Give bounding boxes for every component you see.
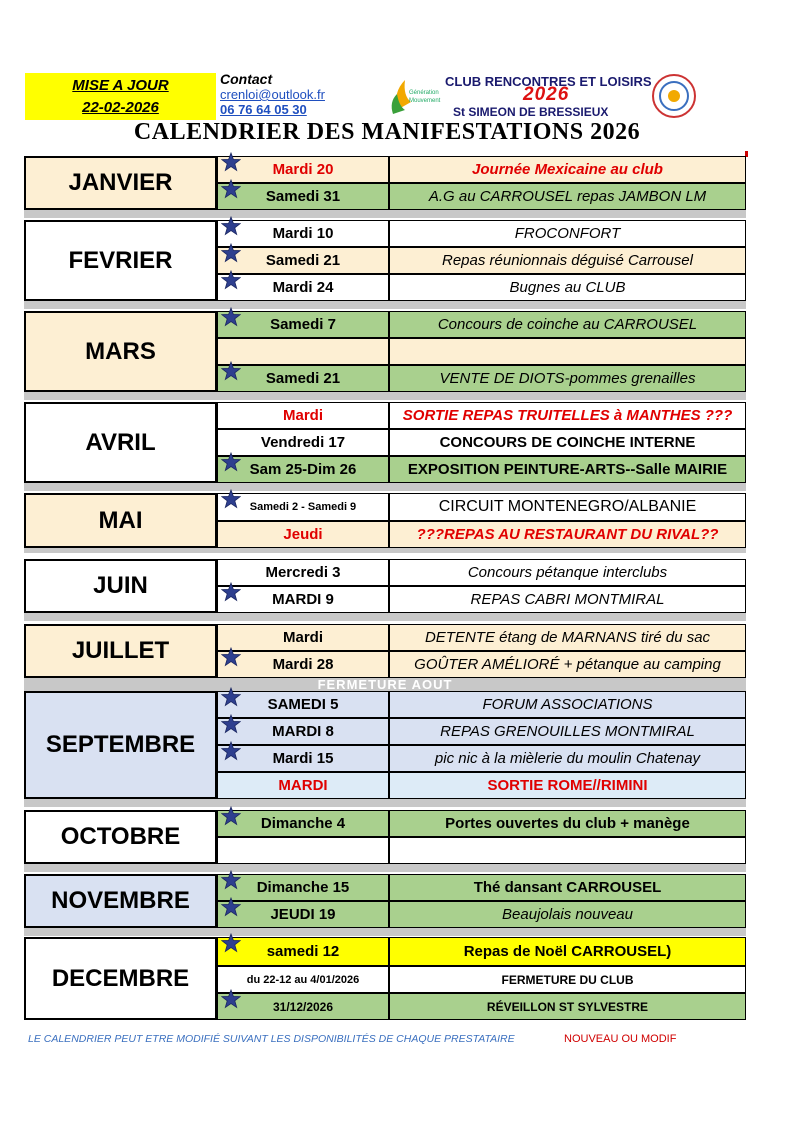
svg-text:Mouvement: Mouvement [409,98,441,104]
event-date: samedi 12 [217,937,389,966]
event-description: Thé dansant CARROUSEL [389,874,746,901]
event-date: Jeudi [217,521,389,548]
event-description: Repas de Noël CARROUSEL) [389,937,746,966]
club-logo [383,72,701,122]
event-description: Concours pétanque interclubs [389,559,746,586]
month-label: MAI [24,493,217,548]
event-description: Portes ouvertes du club + manège [389,810,746,837]
event-date: Samedi 7 [217,311,389,338]
event-description: pic nic à la mièlerie du moulin Chatenay [389,745,746,772]
month-separator [24,392,746,400]
star-icon [221,933,241,953]
update-label: MISE A JOUR [72,77,169,94]
star-icon [221,870,241,890]
club-emblem-icon [649,72,699,120]
month-label: FEVRIER [24,220,217,301]
update-date: 22-02-2026 [82,99,159,116]
event-date [217,837,389,864]
logo-year: 2026 [523,84,570,105]
star-icon [221,647,241,667]
event-description: A.G au CARROUSEL repas JAMBON LM [389,183,746,210]
star-icon [221,806,241,826]
event-date: Sam 25-Dim 26 [217,456,389,483]
event-description: Concours de coinche au CARROUSEL [389,311,746,338]
star-icon [221,179,241,199]
month-separator [24,864,746,872]
month-label: JUIN [24,559,217,613]
event-date: Samedi 21 [217,247,389,274]
contact-email-link[interactable]: crenloi@outlook.fr [220,87,325,102]
star-icon [221,216,241,236]
svg-text:Génération: Génération [409,90,439,96]
event-date: Mardi 28 [217,651,389,678]
event-date: Mardi 15 [217,745,389,772]
event-date: Mardi [217,402,389,429]
month-separator [24,301,746,309]
event-description: REPAS GRENOUILLES MONTMIRAL [389,718,746,745]
footer-note: LE CALENDRIER PEUT ETRE MODIFIÉ SUIVANT LES DISPONIBILITÉS DE CHAQUE PRESTATAIRE [28,1033,515,1045]
event-description [389,837,746,864]
event-date: Mardi 20 [217,156,389,183]
event-date: Mardi 10 [217,220,389,247]
event-description: SORTIE ROME//RIMINI [389,772,746,799]
event-description: SORTIE REPAS TRUITELLES à MANTHES ??? [389,402,746,429]
event-date: Mardi [217,624,389,651]
month-label: MARS [24,311,217,392]
event-description: CONCOURS DE COINCHE INTERNE [389,429,746,456]
month-separator [24,799,746,807]
update-box [25,73,216,120]
footer-legend: NOUVEAU OU MODIF [564,1033,677,1045]
star-icon [221,243,241,263]
event-description: Beaujolais nouveau [389,901,746,928]
event-description: Journée Mexicaine au club [389,156,746,183]
contact-label: Contact [220,71,273,87]
event-description: DETENTE étang de MARNANS tiré du sac [389,624,746,651]
logo-title-line2: St SIMEON DE BRESSIEUX [453,105,609,119]
month-separator [24,548,746,553]
event-date: Mercredi 3 [217,559,389,586]
month-label: AVRIL [24,402,217,483]
event-date [217,338,389,365]
event-date: Samedi 21 [217,365,389,392]
month-separator [24,928,746,936]
month-separator [24,210,746,218]
star-icon [221,989,241,1009]
event-description: FERMETURE DU CLUB [389,966,746,993]
event-description [389,338,746,365]
star-icon [221,452,241,472]
month-label: SEPTEMBRE [24,691,217,799]
event-description: VENTE DE DIOTS-pommes grenailles [389,365,746,392]
event-date: JEUDI 19 [217,901,389,928]
event-date: Samedi 31 [217,183,389,210]
star-icon [221,489,241,509]
event-date: MARDI 9 [217,586,389,613]
month-label: DECEMBRE [24,937,217,1020]
event-date: 31/12/2026 [217,993,389,1020]
event-description: Bugnes au CLUB [389,274,746,301]
star-icon [221,270,241,290]
event-description: RÉVEILLON ST SYLVESTRE [389,993,746,1020]
event-description: REPAS CABRI MONTMIRAL [389,586,746,613]
month-label: JANVIER [24,156,217,210]
star-icon [221,687,241,707]
event-date: Vendredi 17 [217,429,389,456]
event-date: Samedi 2 - Samedi 9 [217,493,389,521]
star-icon [221,152,241,172]
contact-phone: 06 76 64 05 30 [220,102,307,117]
event-date: SAMEDI 5 [217,691,389,718]
star-icon [221,741,241,761]
logo-title-line1: CLUB RENCONTRES ET LOISIRS [445,74,652,89]
event-date: MARDI 8 [217,718,389,745]
event-date: MARDI [217,772,389,799]
month-separator [24,613,746,621]
month-label: OCTOBRE [24,810,217,864]
contact-block [220,72,325,117]
event-date: Mardi 24 [217,274,389,301]
event-description: Repas réunionnais déguisé Carrousel [389,247,746,274]
month-label: JUILLET [24,624,217,678]
event-description: FROCONFORT [389,220,746,247]
event-date: du 22-12 au 4/01/2026 [217,966,389,993]
month-label: NOVEMBRE [24,874,217,928]
star-icon [221,582,241,602]
star-icon [221,714,241,734]
generations-mouvement-logo-icon [383,72,443,122]
star-icon [221,897,241,917]
event-description: FORUM ASSOCIATIONS [389,691,746,718]
event-description: GOÛTER AMÉLIORÉ + pétanque au camping [389,651,746,678]
event-date: Dimanche 4 [217,810,389,837]
month-separator [24,483,746,491]
page-title: CALENDRIER DES MANIFESTATIONS 2026 [133,119,641,145]
star-icon [221,307,241,327]
star-icon [221,361,241,381]
event-description: CIRCUIT MONTENEGRO/ALBANIE [389,493,746,521]
event-description: EXPOSITION PEINTURE-ARTS--Salle MAIRIE [389,456,746,483]
event-date: Dimanche 15 [217,874,389,901]
event-description: ???REPAS AU RESTAURANT DU RIVAL?? [389,521,746,548]
closure-banner: FERMETURE AOUT [24,678,746,691]
